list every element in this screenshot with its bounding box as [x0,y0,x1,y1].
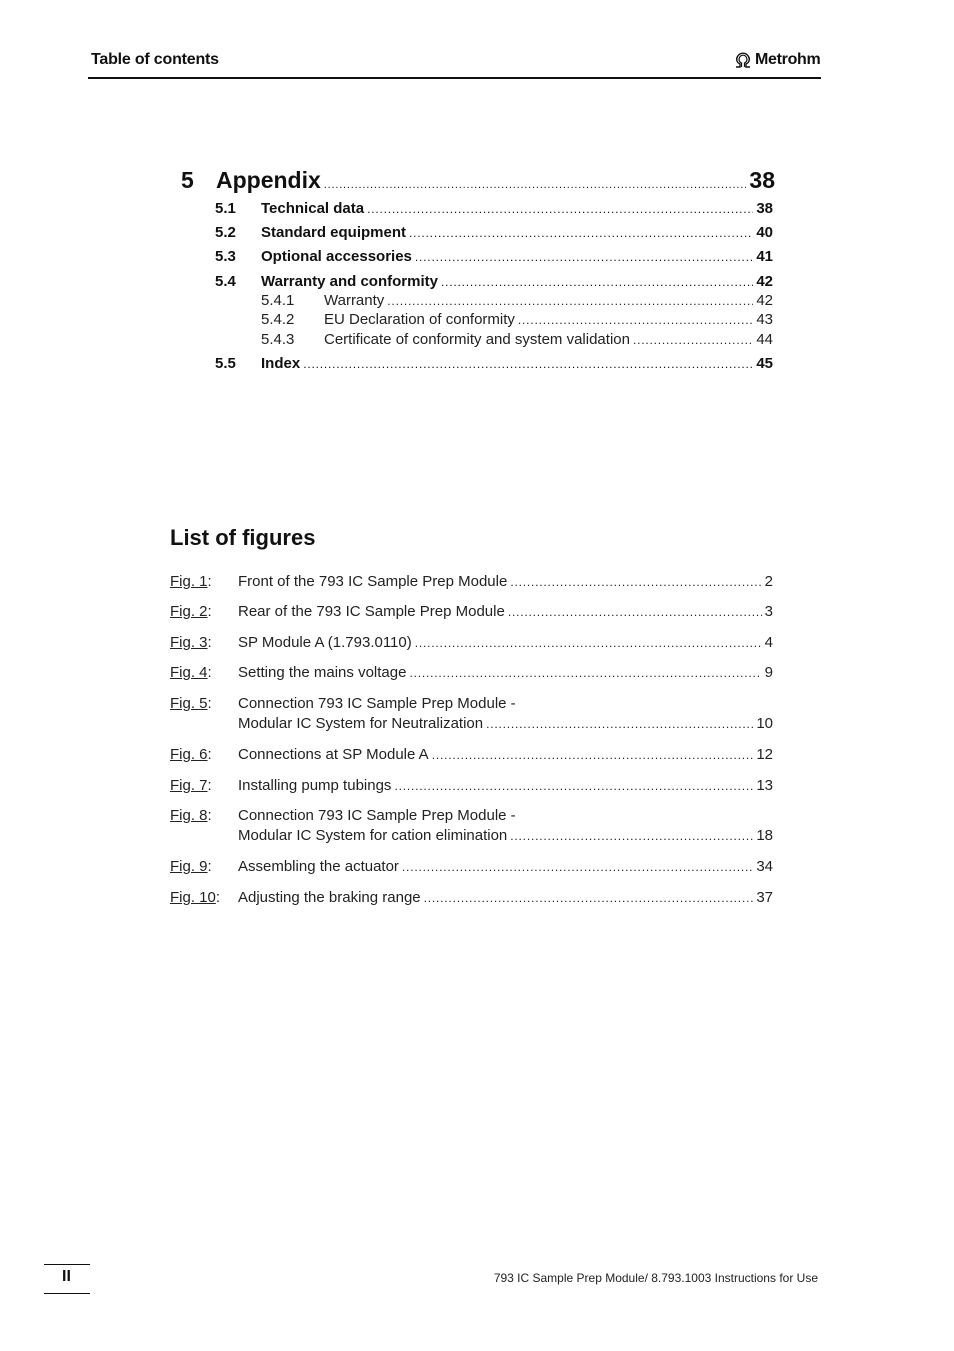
footer-page-number: II [62,1268,71,1285]
leader-dots [486,717,753,731]
figure-label[interactable] [170,746,238,763]
list-of-figures-title: List of figures [170,525,316,550]
figure-link[interactable]: Fig. 7 [170,777,208,794]
leader-dots [387,294,753,308]
figure-link[interactable]: Fig. 2 [170,603,208,620]
figure-separator: : [207,746,212,763]
figure-caption: Connection 793 IC Sample Prep Module - [238,695,516,712]
figure-separator: : [207,807,212,824]
figure-separator: : [207,695,212,712]
figure-entry-10[interactable] [170,889,773,906]
figure-entry-3[interactable] [170,634,773,651]
leader-dots [432,748,754,762]
figure-caption: Rear of the 793 IC Sample Prep Module [238,603,505,620]
toc-chapter-title: Appendix [216,167,321,193]
leader-dots [441,275,753,289]
toc-section-5-3[interactable] [215,248,773,265]
header-rule [88,77,821,79]
toc-section-page: 45 [756,355,773,372]
leader-dots [303,357,753,371]
toc-subsection-number: 5.4.3 [261,331,295,348]
figure-label[interactable] [170,634,238,651]
toc-section-number: 5.5 [215,355,236,372]
figure-link[interactable]: Fig. 8 [170,807,208,824]
toc-section-page: 42 [756,273,773,290]
figure-caption: Connection 793 IC Sample Prep Module - [238,807,516,824]
leader-dots [510,575,761,589]
figure-entry-2[interactable] [170,603,773,620]
figure-entry-8[interactable] [170,807,773,844]
figure-separator: : [207,603,212,620]
toc-subsection-title: Certificate of conformity and system validation [324,331,630,348]
figure-entry-4[interactable] [170,664,773,681]
figure-entry-7[interactable] [170,777,773,794]
leader-dots [415,636,762,650]
figure-separator: : [207,664,212,681]
toc-subsection-5-4-2[interactable] [261,311,773,328]
toc-subsection-number: 5.4.1 [261,292,295,309]
figure-link[interactable]: Fig. 3 [170,634,208,651]
figure-separator: : [207,573,212,590]
figure-page: 12 [756,746,773,763]
leader-dots [518,313,753,327]
leader-dots [409,226,753,240]
figure-link[interactable]: Fig. 10 [170,889,216,906]
toc-subsection-number: 5.4.2 [261,311,295,328]
toc-subsection-page: 43 [756,311,773,328]
figure-caption-line2: Modular IC System for Neutralization [238,715,484,732]
toc-section-title: Optional accessories [261,248,412,265]
leader-dots [415,250,753,264]
figure-page: 37 [756,889,773,906]
figure-link[interactable]: Fig. 4 [170,664,208,681]
figure-caption: Assembling the actuator [238,858,399,875]
figure-label[interactable] [170,603,238,620]
toc-section-number: 5.1 [215,200,236,217]
figure-label[interactable] [170,695,238,712]
leader-dots [510,829,753,843]
figure-label[interactable] [170,777,238,794]
brand-logo [733,51,820,69]
leader-dots [367,202,753,216]
figure-separator: : [215,889,221,906]
figure-caption: Adjusting the braking range [238,889,421,906]
toc-section-title: Standard equipment [261,224,407,241]
figure-entry-6[interactable] [170,746,773,763]
leader-dots [508,605,762,619]
figure-page: 34 [756,858,773,875]
figure-caption: SP Module A (1.793.0110) [238,634,412,651]
leader-dots [424,891,754,905]
toc-section-page: 38 [756,200,773,217]
leader-dots [394,779,753,793]
figure-link[interactable]: Fig. 9 [170,858,208,875]
figure-caption: Setting the mains voltage [238,664,407,681]
figure-page: 9 [764,664,773,681]
figure-label[interactable] [170,858,238,875]
toc-section-5-1[interactable] [215,200,773,217]
toc-section-5-4[interactable] [215,273,773,290]
leader-dots [409,666,761,680]
toc-chapter[interactable] [181,167,775,194]
toc-section-title: Warranty and conformity [261,273,438,290]
figure-entry-5[interactable] [170,695,773,732]
toc-section-number: 5.4 [215,273,236,290]
figure-link[interactable]: Fig. 1 [170,573,208,590]
toc-subsection-page: 44 [756,331,773,348]
toc-section-title: Index [261,355,301,372]
figure-page: 13 [756,777,773,794]
figure-separator: : [207,634,212,651]
toc-subsection-title: Warranty [324,292,385,309]
toc-section-number: 5.2 [215,224,236,241]
leader-dots [324,179,747,191]
metrohm-omega-icon [733,52,753,68]
figure-separator: : [207,777,212,794]
toc-section-5-5[interactable] [215,355,773,372]
toc-chapter-page: 38 [749,167,775,193]
figure-caption: Connections at SP Module A [238,746,429,763]
toc-section-page: 41 [756,248,773,265]
figure-page: 2 [764,573,773,590]
toc-subsection-5-4-3[interactable] [261,331,773,348]
toc-section-5-2[interactable] [215,224,773,241]
figure-entry-9[interactable] [170,858,773,875]
toc-subsection-title: EU Declaration of conformity [324,311,515,328]
toc-section-number: 5.3 [215,248,236,265]
figure-link[interactable]: Fig. 5 [170,695,208,712]
figure-caption-line2: Modular IC System for cation elimination [238,827,508,844]
header-title: Table of contents [91,51,219,68]
figure-label[interactable] [170,807,238,824]
toc-section-page: 40 [756,224,773,241]
toc-section-title: Technical data [261,200,365,217]
figure-page: 3 [764,603,773,620]
figure-label[interactable] [170,664,238,681]
toc-chapter-number: 5 [181,167,194,193]
leader-dots [402,860,753,874]
brand-name: Metrohm [755,51,821,68]
figure-link[interactable]: Fig. 6 [170,746,208,763]
figure-page: 4 [764,634,773,651]
figure-separator: : [207,858,212,875]
toc-subsection-5-4-1[interactable] [261,292,773,309]
figure-label[interactable] [170,573,238,590]
figure-label[interactable] [170,889,238,906]
figure-caption: Front of the 793 IC Sample Prep Module [238,573,508,590]
figure-entry-1[interactable] [170,573,773,590]
footer-document-title: 793 IC Sample Prep Module/ 8.793.1003 Instructions for Use [493,1271,818,1285]
figure-page: 18 [756,827,773,844]
figure-page: 10 [756,715,773,732]
figure-caption: Installing pump tubings [238,777,392,794]
leader-dots [633,333,753,347]
toc-subsection-page: 42 [756,292,773,309]
